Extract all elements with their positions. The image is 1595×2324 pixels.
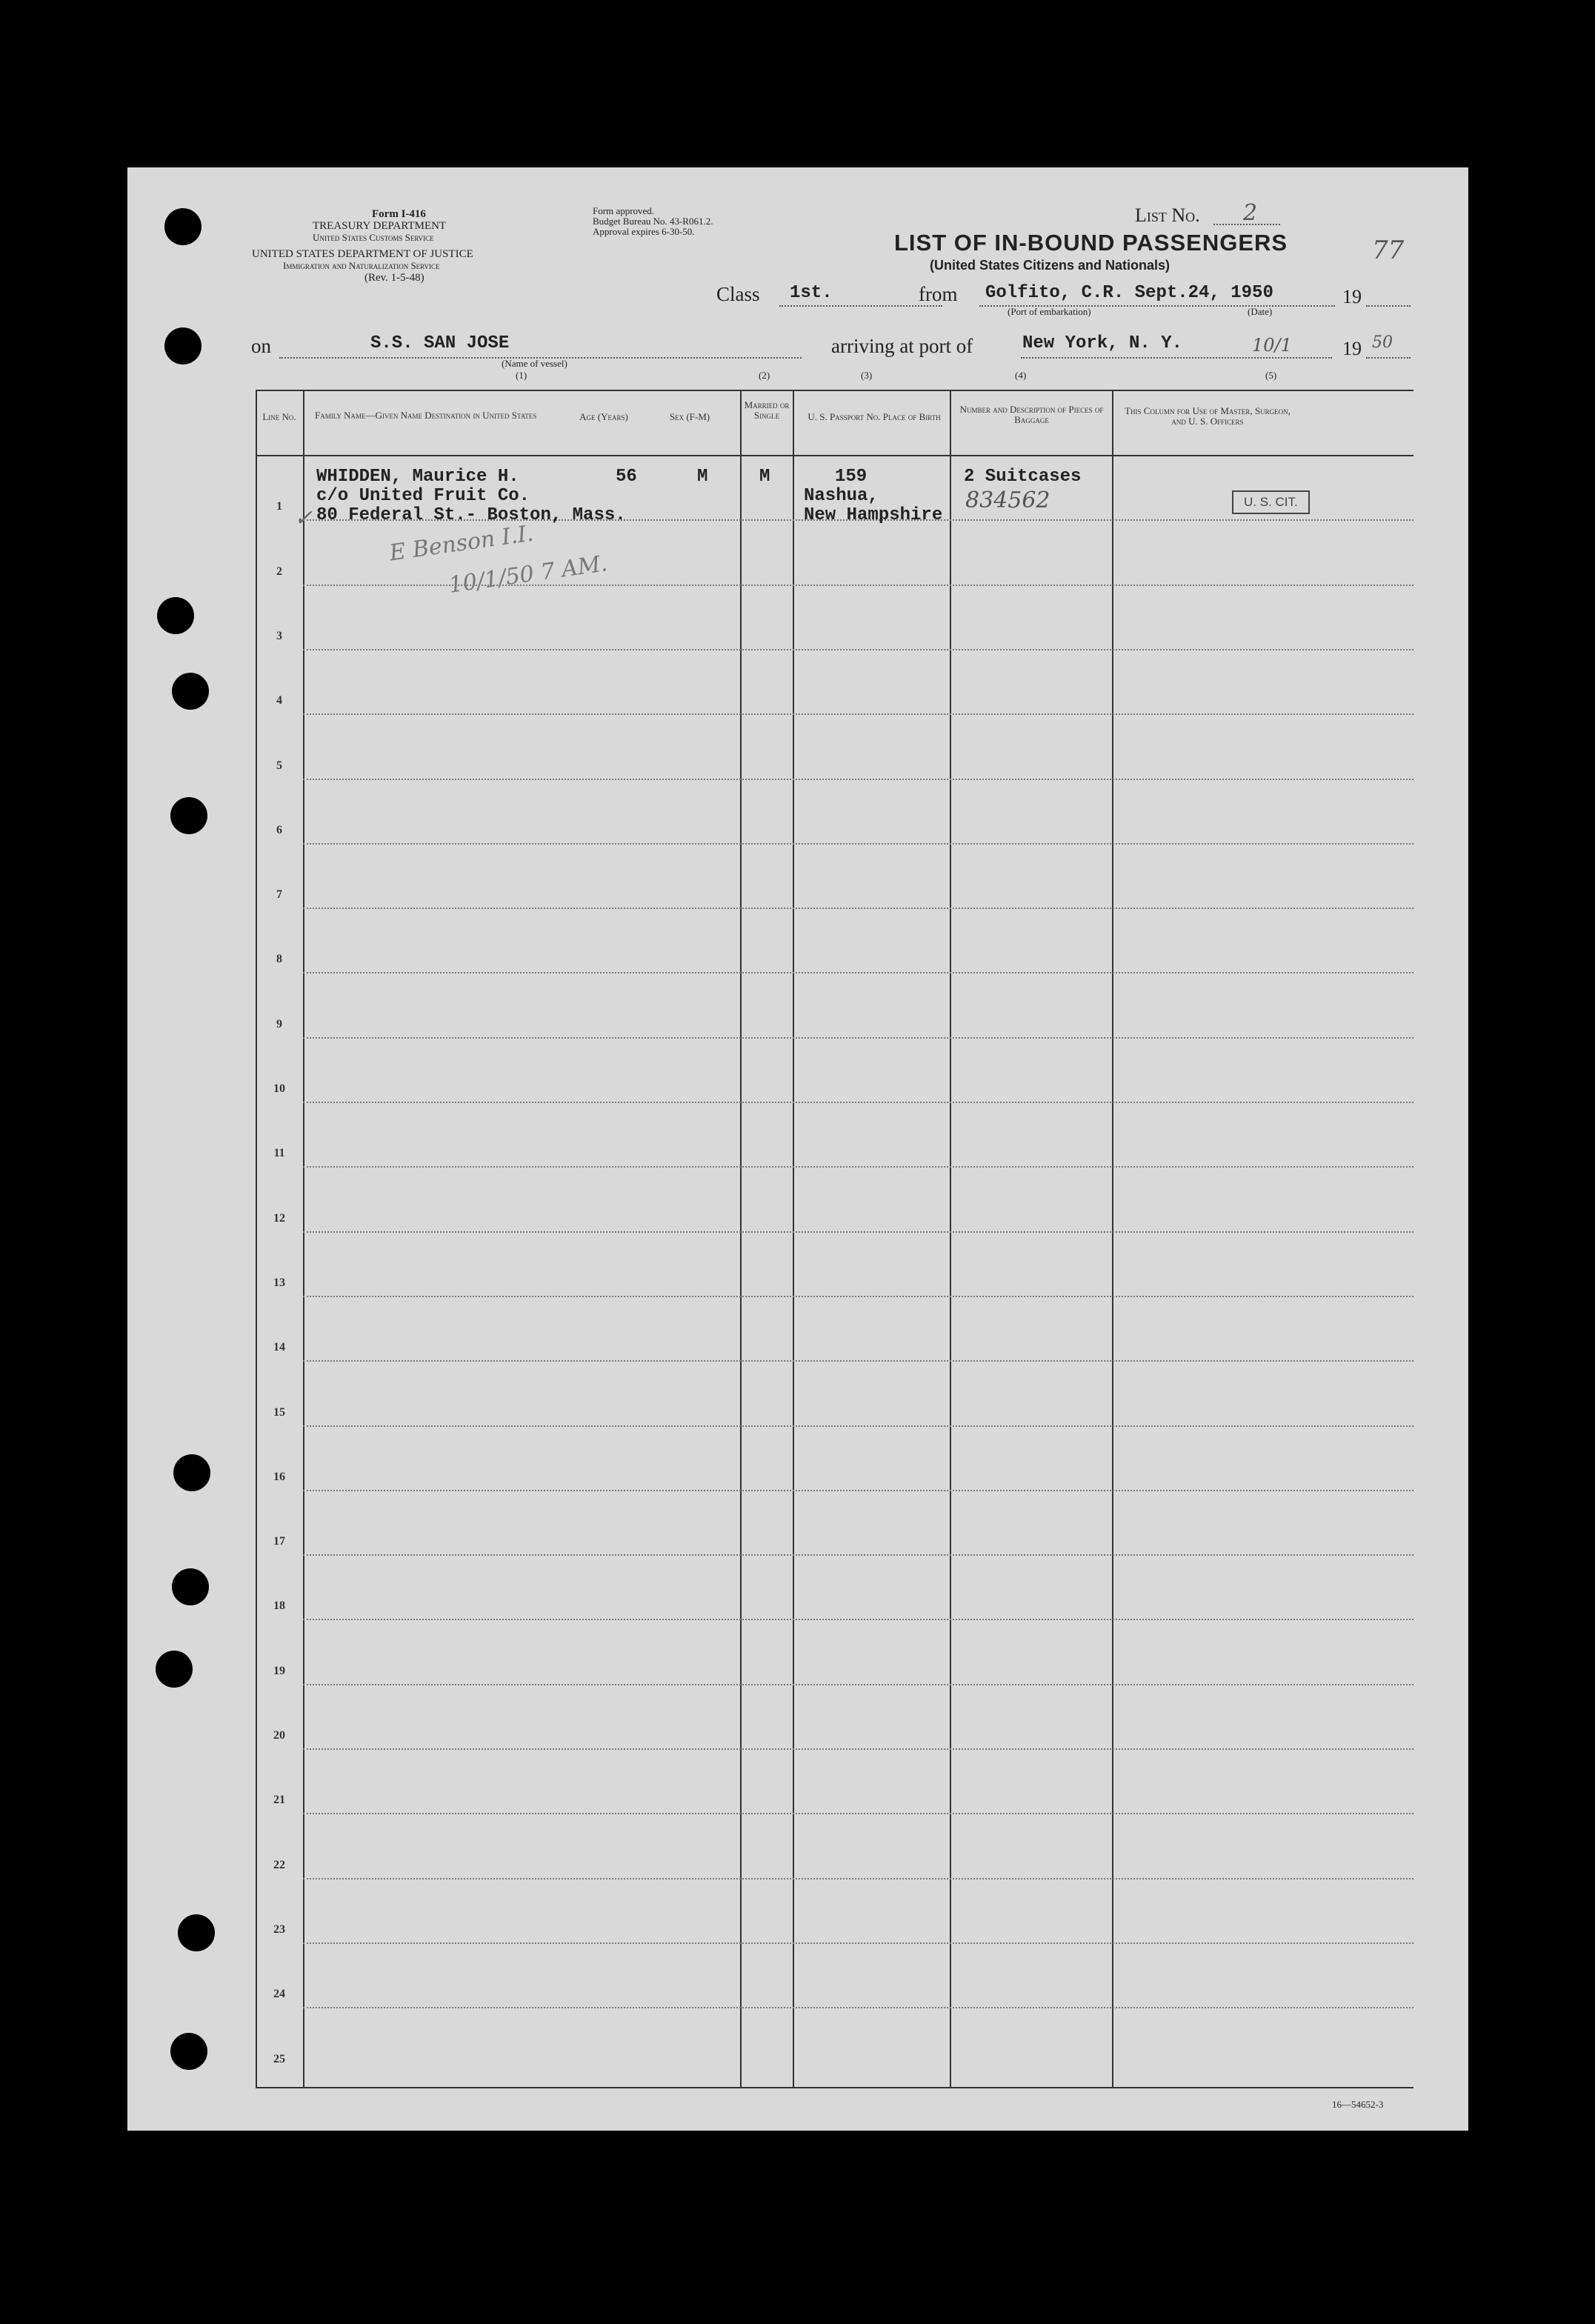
col-divider [740,390,742,2087]
line-number: 18 [273,1599,285,1613]
arrival-year-line [1366,357,1411,359]
line-number: 22 [273,1858,285,1871]
handwritten-signature: E Benson I.I. [387,520,536,567]
col-divider [303,390,304,2087]
form-approved: Form approved. [593,205,655,216]
line-number: 6 [276,823,282,836]
page-mark: 77 [1372,236,1405,265]
punch-hole [157,597,194,634]
revision-date: (Rev. 1-5-48) [364,272,424,284]
list-no-value: 2 [1243,200,1258,226]
year-prefix: 19 [1342,286,1362,307]
line-number: 1 [276,500,282,513]
row-divider [303,713,1413,715]
row-divider [303,1942,1413,1944]
year-line [1366,305,1411,307]
punch-hole [156,1651,193,1688]
passenger-sex: M [697,467,708,487]
line-number: 19 [273,1664,285,1677]
line-number: 10 [273,1082,285,1095]
passport-number: 159 [835,467,868,487]
line-number: 12 [273,1211,285,1225]
line-number: 15 [273,1405,285,1419]
line-number: 9 [276,1017,282,1031]
line-number: 2 [276,565,282,578]
row-divider [303,1360,1413,1362]
row-divider [303,1231,1413,1233]
class-label: Class [716,283,760,305]
birth-place-2: New Hampshire [804,505,943,525]
col-header-married: Married or Single [744,399,790,421]
row-divider [303,779,1413,780]
from-value: Golfito, C.R. Sept.24, 1950 [985,283,1273,303]
row-divider [303,1425,1413,1427]
table-top-border [256,390,1413,391]
col-header-passport: U. S. Passport No. Place of Birth [808,411,941,422]
row-divider [303,972,1413,973]
table-bottom-border [256,2087,1413,2088]
line-number: 7 [276,888,282,902]
col-header-baggage: Number and Description of Pieces of Baggage [959,404,1104,425]
line-number: 16 [273,1470,285,1483]
col-num-married: (2) [759,370,770,381]
row-divider [303,1684,1413,1685]
passenger-name: WHIDDEN, Maurice H. [316,467,519,487]
line-number: 8 [276,953,282,966]
row-divider [303,1102,1413,1103]
punch-hole [164,327,202,364]
check-mark: ✓ [294,505,313,531]
birth-place-1: Nashua, [804,486,879,506]
baggage-description: 2 Suitcases [964,467,1082,487]
row-divider [303,1166,1413,1168]
row-divider [303,1037,1413,1039]
punch-hole [172,1568,209,1605]
baggage-number: 834562 [965,487,1050,513]
print-code: 16—54652-3 [1332,2099,1384,2110]
page-subtitle: (United States Citizens and Nationals) [930,258,1171,273]
arrival-port: New York, N. Y. [1022,333,1183,353]
vessel-caption: (Name of vessel) [502,358,567,369]
passenger-married: M [759,467,770,487]
row-divider [303,908,1413,909]
col-divider [950,390,951,2087]
us-citizen-stamp: U. S. CIT. [1232,490,1310,514]
row-divider [303,1878,1413,1879]
row-divider [303,1619,1413,1620]
document-page [127,167,1468,2131]
col-header-sex: Sex (F-M) [669,411,710,422]
punch-hole [178,1914,215,1951]
vessel-name: S.S. SAN JOSE [370,333,510,353]
justice-department: UNITED STATES DEPARTMENT OF JUSTICE [252,248,473,260]
line-number: 11 [273,1147,285,1160]
col-divider [1112,390,1113,2087]
line-number: 14 [273,1341,285,1354]
on-label: on [251,335,271,357]
col-divider [793,390,794,2087]
form-number: Form I-416 [372,208,426,220]
punch-hole [170,2033,207,2070]
line-number: 3 [276,629,282,642]
from-label: from [919,283,958,305]
row-divider [303,1748,1413,1750]
line-number: 17 [273,1535,285,1548]
arrival-line [1021,357,1332,359]
line-number: 4 [276,694,282,707]
table-left-border [256,390,257,2087]
passenger-address-1: c/o United Fruit Co. [316,486,530,506]
arriving-label: arriving at port of [831,335,973,357]
budget-bureau: Budget Bureau No. 43-R061.2. [593,216,713,227]
arrival-year: 50 [1372,333,1393,352]
punch-hole [172,673,209,710]
handwritten-date-time: 10/1/50 7 AM. [447,550,610,599]
treasury-department: TREASURY DEPARTMENT [313,220,447,232]
col-num-baggage: (4) [1015,370,1027,381]
line-number: 20 [273,1729,285,1742]
punch-hole [164,208,202,245]
row-divider [303,1813,1413,1814]
row-divider [303,649,1413,650]
row-divider [303,843,1413,845]
col-num-passport: (3) [861,370,873,381]
col-header-name: Family Name—Given Name Destination in United States [315,410,537,421]
col-header-age: Age (Years) [579,411,628,422]
row-divider [303,2007,1413,2008]
list-no-label: List No. [1135,204,1200,226]
class-value: 1st. [790,283,833,303]
punch-hole [173,1454,210,1491]
passenger-age: 56 [616,467,637,487]
vessel-col-num: (1) [516,370,527,381]
line-number: 5 [276,759,282,772]
line-number: 21 [273,1794,285,1807]
arrival-year-prefix: 19 [1342,338,1362,359]
passenger-address-2: 80 Federal St.- Boston, Mass. [316,505,626,525]
class-line [779,305,942,307]
approval-expires: Approval expires 6-30-50. [593,226,695,237]
port-caption: (Port of embarkation) [1008,306,1091,317]
col-header-line-no: Line No. [262,411,296,422]
line-number: 13 [273,1276,285,1289]
col-header-officers: This Column for Use of Master, Surgeon, and U. S. Officers [1125,405,1291,427]
line-number: 25 [273,2052,285,2065]
row-divider [303,1296,1413,1297]
table-header-border [256,455,1413,456]
line-number: 23 [273,1922,285,1936]
row-divider [303,1490,1413,1491]
punch-hole [170,797,207,834]
passenger-table [256,390,1413,2087]
row-divider [303,1554,1413,1556]
arrival-date: 10/1 [1252,335,1292,356]
customs-service: United States Customs Service [313,232,434,243]
col-num-officers: (5) [1265,370,1277,381]
page-title: LIST OF IN-BOUND PASSENGERS [894,230,1288,256]
date-caption: (Date) [1248,306,1273,317]
immigration-service: Immigration and Naturalization Service [283,260,440,271]
line-number: 24 [273,1988,285,2001]
